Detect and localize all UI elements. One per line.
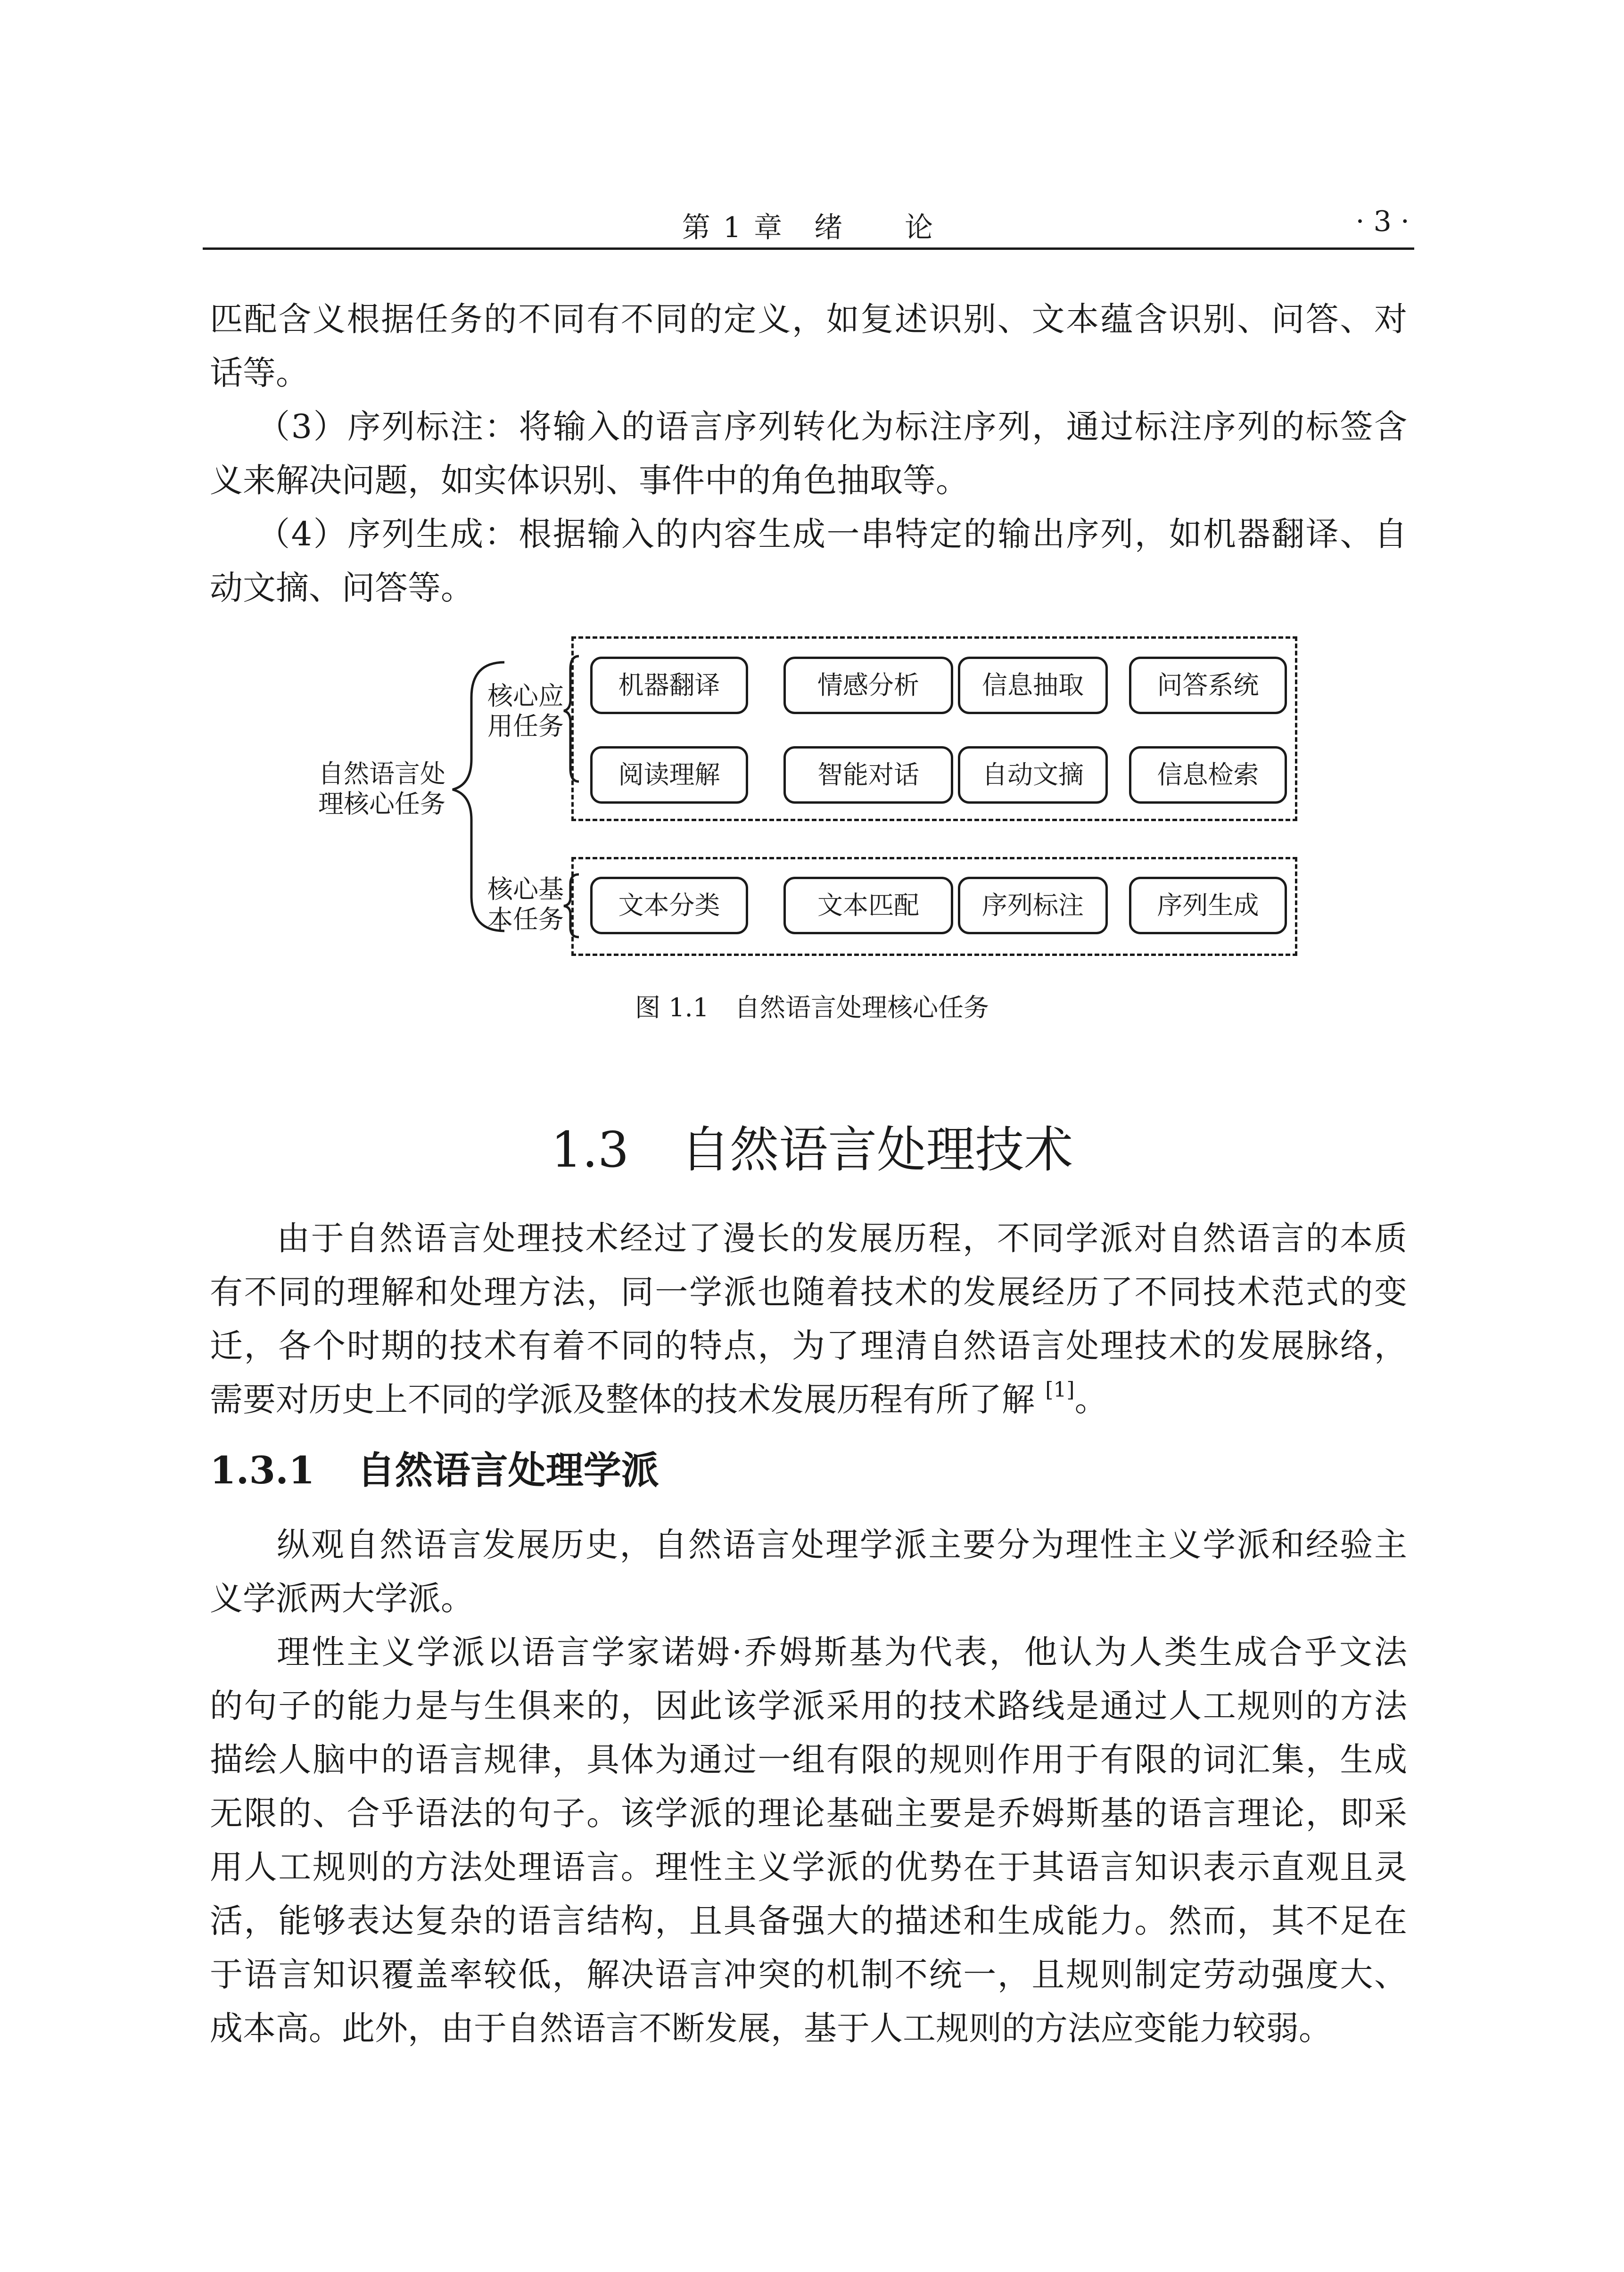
basic-group-label-line: 核心基 (487, 874, 564, 904)
citation: [1] (1045, 1378, 1075, 1402)
page-number: · 3 · (1355, 205, 1410, 238)
paragraph-line: 动文摘、问答等。 (210, 568, 474, 607)
paragraph-line: 匹配含义根据任务的不同有不同的定义，如复述识别、文本蕴含识别、问答、对 (210, 300, 1407, 338)
paragraph-line: 话等。 (210, 354, 309, 392)
paragraph-line: 用人工规则的方法处理语言。理性主义学派的优势在于其语言知识表示直观且灵 (210, 1848, 1407, 1886)
task-box-machine-translation: 机器翻译 (590, 657, 748, 714)
root-label-line: 理核心任务 (318, 789, 445, 819)
paragraph-line: 成本高。此外，由于自然语言不断发展，基于人工规则的方法应变能力较弱。 (210, 2009, 1332, 2048)
paragraph-line: （4）序列生成：根据输入的内容生成一串特定的输出序列，如机器翻译、自 (257, 515, 1407, 553)
chapter-title: 第 1 章 绪 论 (682, 211, 935, 244)
app-group-label-line: 核心应 (487, 681, 564, 711)
task-box-dialogue: 智能对话 (783, 746, 953, 804)
paragraph-line: 有不同的理解和处理方法，同一学派也随着技术的发展经历了不同技术范式的变 (210, 1273, 1407, 1311)
top-paragraphs (210, 292, 1407, 615)
paragraph-line: 的句子的能力是与生俱来的，因此该学派采用的技术路线是通过人工规则的方法 (210, 1687, 1407, 1725)
task-box-summarization: 自动文摘 (958, 746, 1108, 804)
basic-group-label-line: 本任务 (487, 905, 564, 934)
paragraph-line: 义学派两大学派。 (210, 1579, 474, 1618)
paragraph-end: 。 (1074, 1380, 1108, 1419)
subsection-body (210, 1518, 1407, 2055)
task-box-sentiment-analysis: 情感分析 (783, 657, 953, 714)
task-box-reading-comprehension: 阅读理解 (590, 746, 748, 804)
section-number: 1.3 (551, 1121, 629, 1178)
paragraph-line: 理性主义学派以语言学家诺姆·乔姆斯基为代表，他认为人类生成合乎文法 (277, 1633, 1407, 1671)
paragraph-line: 于语言知识覆盖率较低，解决语言冲突的机制不统一，且规则制定劳动强度大、 (210, 1955, 1407, 1994)
subsection-title: 自然语言处理学派 (357, 1448, 659, 1492)
subsection-number: 1.3.1 (210, 1448, 315, 1492)
paragraph-line: （3）序列标注：将输入的语言序列转化为标注序列，通过标注序列的标签含 (257, 407, 1407, 446)
task-box-information-extraction: 信息抽取 (958, 657, 1108, 714)
task-box-sequence-generation: 序列生成 (1129, 877, 1287, 934)
running-header (203, 200, 1414, 250)
section-heading (0, 1110, 1624, 1181)
app-group-label (486, 681, 566, 741)
task-box-text-classification: 文本分类 (590, 877, 748, 934)
paragraph-line: 纵观自然语言发展历史，自然语言处理学派主要分为理性主义学派和经验主 (277, 1525, 1407, 1564)
paragraph-text: 需要对历史上不同的学派及整体的技术发展历程有所了解 (210, 1380, 1035, 1419)
task-box-information-retrieval: 信息检索 (1129, 746, 1287, 804)
section-intro (210, 1211, 1407, 1426)
basic-group-label (486, 874, 566, 935)
app-group-label-line: 用任务 (487, 711, 564, 741)
paragraph-line: 描绘人脑中的语言规律，具体为通过一组有限的规则作用于有限的词汇集，生成 (210, 1740, 1407, 1779)
paragraph-line: 由于自然语言处理技术经过了漫长的发展历程，不同学派对自然语言的本质 (277, 1219, 1407, 1258)
figure-caption: 图 1.1 自然语言处理核心任务 (635, 993, 989, 1022)
section-title: 自然语言处理技术 (681, 1121, 1073, 1178)
subsection-heading (210, 1440, 659, 1494)
root-label-line: 自然语言处 (318, 759, 445, 789)
paragraph-line: 无限的、合乎语法的句子。该学派的理论基础主要是乔姆斯基的语言理论，即采 (210, 1794, 1407, 1833)
task-box-sequence-labeling: 序列标注 (958, 877, 1108, 934)
task-box-text-matching: 文本匹配 (783, 877, 953, 934)
paragraph-line: 义来解决问题，如实体识别、事件中的角色抽取等。 (210, 461, 969, 500)
task-box-qa-system: 问答系统 (1129, 657, 1287, 714)
paragraph-line: 迁，各个时期的技术有着不同的特点，为了理清自然语言处理技术的发展脉络， (210, 1326, 1407, 1365)
paragraph-line: 活，能够表达复杂的语言结构，且具备强大的描述和生成能力。然而，其不足在 (210, 1902, 1407, 1940)
paragraph-line-with-citation (210, 1373, 1407, 1426)
root-label (311, 759, 453, 819)
